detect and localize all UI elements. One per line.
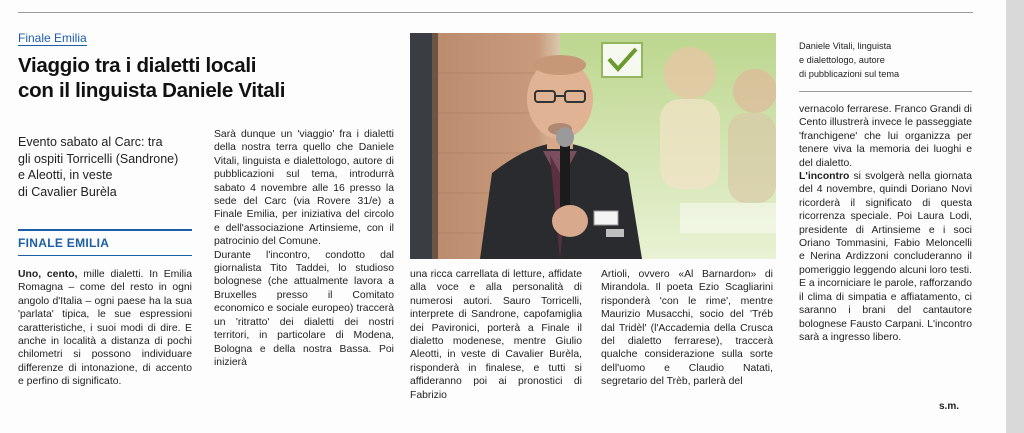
paragraph: Durante l'incontro, condotto dal giornalista Tito Taddei, lo studioso bolognese (che attualmente lavora a Bruxelles presso il Comitato economico e sociale europeo) traccerà un 'ritratto' dei dialetti dei nostri territori, in particolare di Modena, Bologna e della nostra Bassa. Poi inizierà [214, 249, 394, 368]
author-signature: s.m. [939, 401, 960, 412]
paragraph: Artioli, ovvero «Al Barnardon» di Mirandola. Il poeta Ezio Scagliarini risponderà 'con le rime', mentre Maurizio Musacchi, socio del 'Tréb dal Tridèl' (l'Accademia della Crusca del dialetto ferrarese), traccerà qualche considerazione sulla sorte dell'uomo e Claudio Natati, segretario del Trèb, parlerà del [601, 269, 773, 388]
section-tag: Finale Emilia [18, 31, 87, 45]
column-5 [799, 103, 972, 344]
photo-caption [799, 39, 969, 81]
deck [18, 134, 200, 200]
box-rule-top [18, 229, 192, 231]
paragraph: Sarà dunque un 'viaggio' fra i dialetti della nostra terra quello che Daniele Vitali, linguista e dialettologo, autore di pubblicazioni sul tema, introdurrà sabato 4 novembre alle 16 presso la sede del Carc (via Rovere 31/e) a Finale Emilia, per iniziativa del circolo e dell'associazione Artinsieme, con il patrocinio del Comune. [214, 129, 394, 248]
column-4 [601, 268, 773, 389]
paragraph-lead: L'incontro [799, 171, 850, 183]
deck-line: gli ospiti Torricelli (Sandrone) [18, 151, 179, 166]
column-2 [214, 128, 394, 369]
caption-line: Daniele Vitali, linguista [799, 41, 892, 51]
caption-line: e dialettologo, autore [799, 55, 885, 65]
top-rule [18, 12, 973, 13]
box-rule-bottom [18, 255, 192, 256]
column-3 [410, 268, 582, 402]
article-photo [410, 33, 776, 259]
headline-line: Viaggio tra i dialetti locali [18, 54, 257, 77]
column-1 [18, 268, 192, 389]
page-edge [1006, 0, 1024, 433]
deck-line: Evento sabato al Carc: tra [18, 135, 163, 149]
paragraph [799, 170, 972, 344]
box-label: FINALE EMILIA [18, 236, 110, 250]
headline [18, 53, 398, 103]
headline-line: con il linguista Daniele Vitali [18, 79, 286, 102]
paragraph: vernacolo ferrarese. Franco Grandi di Cento illustrerà invece le passeggiate 'franchigene' che lui organizza per tenere viva la memoria dei luoghi e del dialetto. [799, 104, 972, 169]
paragraph-text: si svolgerà nella giornata del 4 novembre, quindi Doriano Novi ricorderà il significato di questa ricorrenza speciale. Poi Laura Lodi, presidente di Artinsieme e i soci Oriano Tommasini, Fabio Meloncelli e Nerina Ardizzoni concluderanno il pomeriggio leggendo alcuni loro testi. E a incorniciare le parole, rafforzando il clima di simpatia e affiatamento, ci saranno i brani del cantautore bolognese Fausto Carpani. L'incontro sarà a ingresso libero. [799, 171, 972, 343]
paragraph: una ricca carrellata di letture, affidate alla voce e alla personalità di numerosi autori. Sauro Torricelli, interprete di Sandrone, capofamiglia dei Pavironici, porterà a Finale il dialetto modenese, mentre Giulio Aleotti, in veste di Cavalier Burèla, risponderà in finalese, e tutti si affideranno poi ai pronostici di Fabrizio [410, 269, 582, 401]
paragraph [18, 268, 192, 389]
deck-line: e Aleotti, in veste [18, 168, 113, 182]
caption-line: di pubblicazioni sul tema [799, 69, 900, 79]
paragraph-text: mille dialetti. In Emilia Romagna – come del resto in ogni angolo d'Italia – ogni paese ha la sua 'parlata' tipica, le sue espressioni caratteristiche, i suoi modi di dire. E anche in località a distanza di pochi chilometri si possono individuare differenze di intonazione, di accento e perfino di significato. [18, 269, 192, 388]
caption-rule [799, 91, 972, 92]
paragraph-lead: Uno, cento, [18, 269, 78, 280]
deck-line: di Cavalier Burèla [18, 184, 117, 199]
